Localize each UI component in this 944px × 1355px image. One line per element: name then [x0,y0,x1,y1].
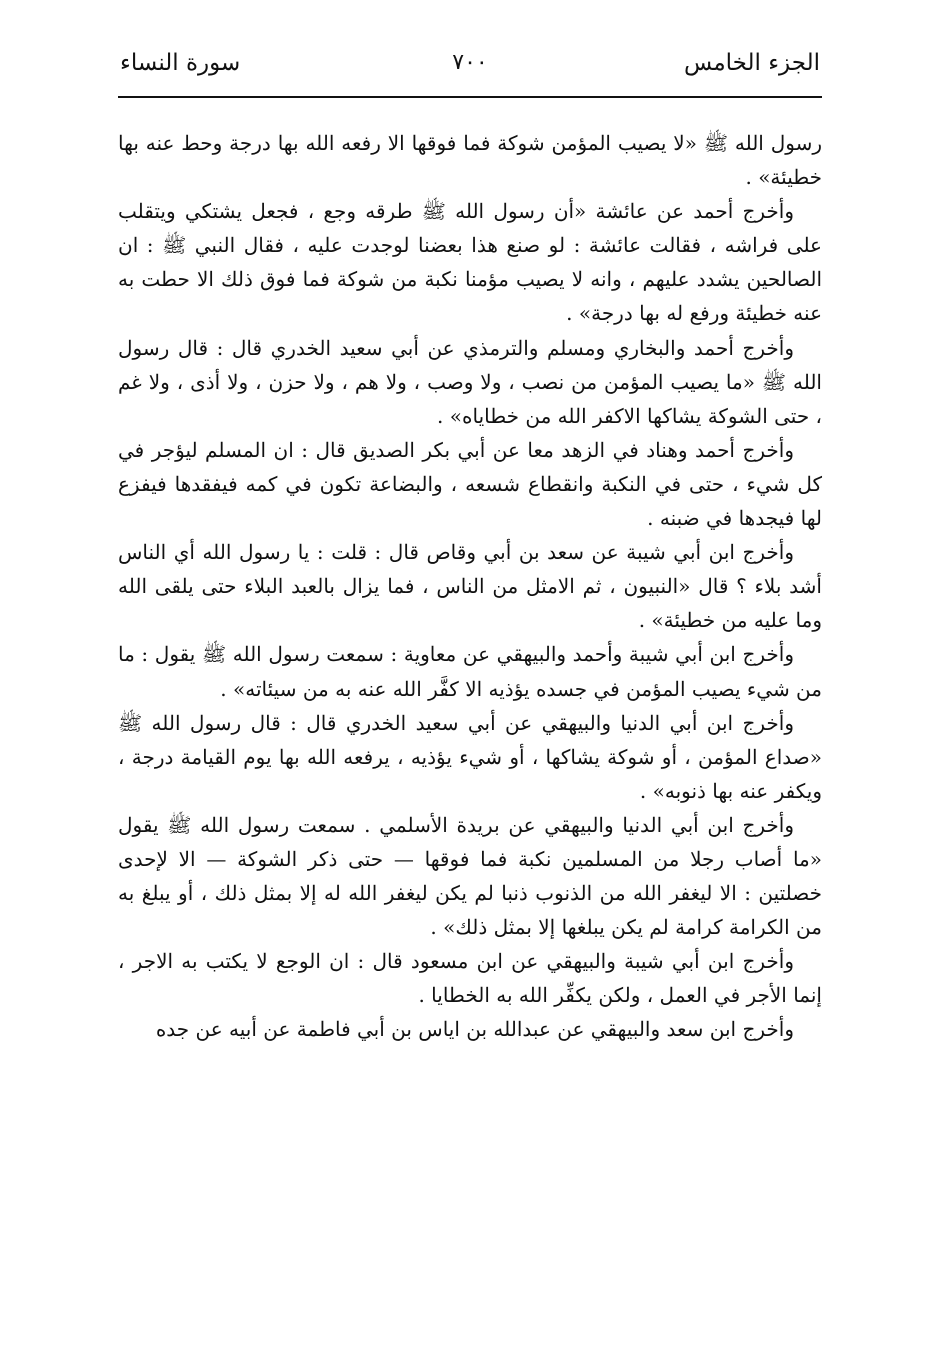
paragraph: وأخرج ابن أبي الدنيا والبيهقي عن أبي سعيد الخدري قال : قال رسول الله ﷺ «صداع المؤمن ، أو شوكة يشاكها ، أو شيء يؤذيه ، يرفعه الله بها يوم القيامة درجة ، ويكفر عنه بها ذنوبه» . [118,710,822,803]
paragraph: وأخرج أحمد وهناد في الزهد معا عن أبي بكر الصديق قال : ان المسلم ليؤجر في كل شيء ، حتى في النكبة وانقطاع شسعه ، والبضاعة تكون في كمه فيفقدها فيفزع لها فيجدها في ضبنه . [118,437,822,531]
paragraph: رسول الله ﷺ «لا يصيب المؤمن شوكة فما فوقها الا رفعه الله بها درجة وحط عنه بها خطيئة» . [118,131,822,190]
surah-title: سورة النساء [120,50,241,76]
page-number: ٧٠٠ [452,50,488,75]
paragraph: وأخرج أحمد والبخاري ومسلم والترمذي عن أبي سعيد الخدري قال : قال رسول الله ﷺ «ما يصيب المؤمن من نصب ، ولا وصب ، ولا هم ، ولا حزن ، ولا أذى ، ولا غم ، حتى الشوكة يشاكها الاكفر الله من خطاياه» . [118,335,822,428]
paragraph: وأخرج ابن أبي شيبة والبيهقي عن ابن مسعود قال : ان الوجع لا يكتب به الاجر ، إنما الأجر في العمل ، ولكن يكفِّر الله به الخطايا . [118,949,822,1008]
paragraph: وأخرج ابن أبي الدنيا والبيهقي عن بريدة الأسلمي . سمعت رسول الله ﷺ يقول «ما أصاب رجلا من المسلمين نكبة فما فوقها — حتى ذكر الشوكة — الا لإحدى خصلتين : الا ليغفر الله من الذنوب ذنبا لم يكن ليغفر الله له إلا بمثل ذلك ، أو يبلغ به من الكرامة كرامة لم يكن يبلغها إلا بمثل ذلك» . [118,812,822,940]
paragraph: وأخرج ابن سعد والبيهقي عن عبدالله بن اياس بن أبي فاطمة عن أبيه عن جده [155,1017,794,1042]
paragraph: وأخرج ابن أبي شيبة وأحمد والبيهقي عن معاوية : سمعت رسول الله ﷺ يقول : ما من شيء يصيب المؤمن في جسده يؤذيه الا كفَّر الله عنه به من سيئاته» . [118,642,822,701]
page-header [118,42,822,86]
part-title: الجزء الخامس [684,50,820,76]
header-divider [118,96,822,98]
paragraph: وأخرج أحمد عن عائشة «أن رسول الله ﷺ طرقه وجع ، فجعل يشتكي ويتقلب على فراشه ، فقالت عائشة : لو صنع هذا بعضنا لوجدت عليه ، فقال النبي ﷺ : ان الصالحين يشدد عليهم ، وانه لا يصيب مؤمنا نكبة من شوكة فما فوق ذلك الا حطت به عنه خطيئة ورفع له بها درجة» . [118,199,822,326]
paragraph: وأخرج ابن أبي شيبة عن سعد بن أبي وقاص قال : قلت : يا رسول الله أي الناس أشد بلاء ؟ قال «النبيون ، ثم الامثل من الناس ، فما يزال بالعبد البلاء حتى يلقى الله وما عليه من خطيئة» . [118,540,822,633]
page-body [118,126,822,1047]
